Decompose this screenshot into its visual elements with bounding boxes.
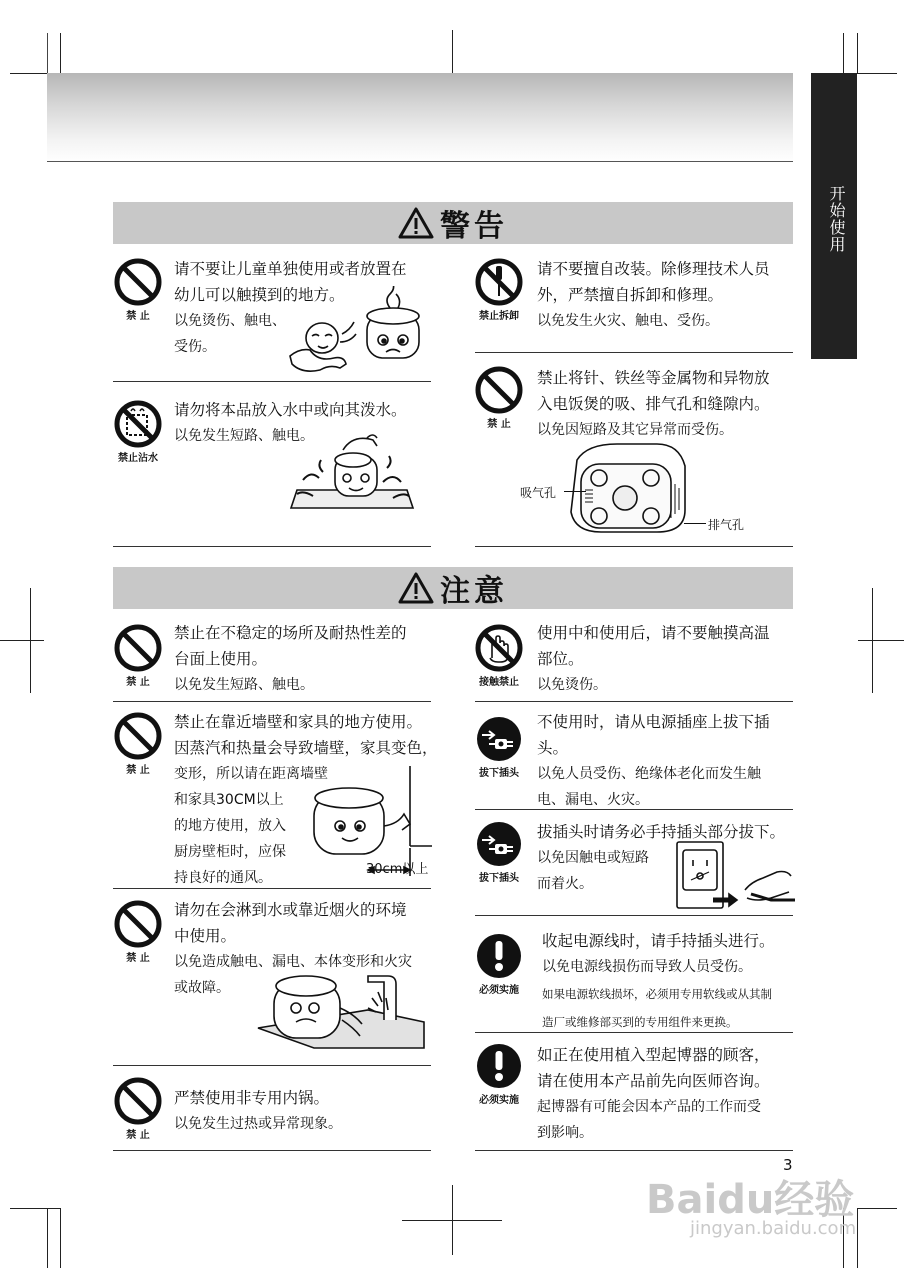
caution-item-9-text [537,1042,770,1146]
icon-label: 禁 止 [487,419,511,430]
sub-line: 而着火。 [537,876,593,892]
child-and-cooker-illustration [282,286,427,376]
watermark-url: jingyan.baidu.com [690,1218,857,1239]
divider [113,546,431,547]
main-line: 收起电源线时，请手持插头进行。 [542,932,775,950]
unplug-icon [475,715,523,779]
warning-item-3-text [537,256,770,334]
icon-label: 禁 止 [126,311,150,322]
exhaust-vent-leader [684,523,706,524]
warning-item-4-text [537,365,770,443]
cooker-near-sink-illustration [248,968,430,1052]
warning-bar [113,202,793,244]
sub-line: 以免发生火灾、触电、受伤。 [537,313,719,329]
exhaust-vent-label: 排气孔 [708,518,745,532]
mandatory-icon [475,1042,523,1106]
divider [475,915,793,916]
main-line: 入电饭煲的吸、排气孔和缝隙内。 [537,395,770,413]
intake-vent-label: 吸气孔 [520,486,557,500]
icon-label: 禁 止 [126,1130,150,1141]
icon-label: 禁止沾水 [118,453,158,464]
unplug-by-hand-illustration [673,838,797,912]
side-tab-label: 开始使用 [827,185,846,253]
icon-label: 禁 止 [126,953,150,964]
icon-label: 禁 止 [126,677,150,688]
caution-item-5-text [537,620,770,698]
main-line: 如正在使用植入型起博器的顾客， [537,1046,770,1064]
sub-line: 起博器有可能会因本产品的工作而受 [537,1099,761,1115]
divider [113,1150,431,1151]
main-line: 台面上使用。 [174,650,268,668]
sub-line: 以免发生短路、触电。 [174,677,314,693]
main-line: 幼儿可以触摸到的地方。 [174,286,345,304]
mandatory-icon [475,932,523,996]
intake-vent-leader [564,491,586,492]
caution-item-4-text [174,1085,342,1137]
caution-item-1-text [174,620,407,698]
main-line: 禁止将针、铁丝等金属物和异物放 [537,369,770,387]
sub-line: 以免人员受伤、绝缘体老化而发生触 [537,766,761,782]
warning-title: 警告 [440,209,508,244]
icon-label: 拔下插头 [479,768,519,779]
prohibition-icon [475,366,523,430]
sub-line: 受伤。 [174,339,216,355]
sub-line: 以免烫伤、触电、 [174,313,286,329]
cooker-vents-illustration [563,440,693,540]
sub-line: 和家具30CM以上 [174,792,284,808]
warning-triangle-icon [398,207,434,239]
icon-label: 拔下插头 [479,873,519,884]
sub-line: 电、漏电、火灾。 [537,792,649,808]
icon-label: 接触禁止 [479,677,519,688]
no-touch-icon [475,624,523,688]
sub-line: 以免因短路及其它异常而受伤。 [537,422,733,438]
prohibition-icon [114,900,162,964]
sub-line: 厨房壁柜时，应保 [174,844,286,860]
main-line: 禁止在不稳定的场所及耐热性差的 [174,624,407,642]
divider [475,701,793,702]
main-line: 请不要让儿童单独使用或者放置在 [174,260,407,278]
main-line: 请不要擅自改装。除修理技术人员 [537,260,770,278]
small-line: 造厂或维修部买到的专用组件来更换。 [542,1015,738,1029]
icon-label: 必须实施 [479,985,519,996]
caution-item-6-text [537,709,770,813]
main-line: 禁止在靠近墙壁和家具的地方使用。 [174,713,423,731]
clearance-label: 30cm以上 [366,862,429,877]
prohibition-icon [114,1077,162,1141]
divider [113,381,431,382]
main-line: 使用中和使用后，请不要触摸高温 [537,624,770,642]
divider [475,352,793,353]
main-line: 请在使用本产品前先向医师咨询。 [537,1072,770,1090]
sub-line: 以免因触电或短路 [537,850,649,866]
icon-label: 必须实施 [479,1095,519,1106]
prohibition-icon [114,258,162,322]
unplug-icon [475,820,523,884]
sub-line: 以免造成触电、漏电、本体变形和火灾 [174,954,412,970]
sub-line: 变形，所以请在距离墙壁 [174,766,328,782]
main-line: 严禁使用非专用内锅。 [174,1089,330,1107]
side-tab [811,73,857,359]
caution-bar [113,567,793,609]
icon-label: 禁 止 [126,765,150,776]
sub-line: 以免发生短路、触电。 [174,428,314,444]
main-line: 部位。 [537,650,584,668]
divider [475,1150,793,1151]
divider [475,1032,793,1033]
main-line: 因蒸汽和热量会导致墙壁，家具变色， [174,739,438,757]
main-line: 拔插头时请务必手持插头部分拔下。 [537,823,786,841]
icon-label: 禁止拆卸 [479,311,519,322]
sub-line: 持良好的通风。 [174,870,272,886]
watermark-brand: Baidu经验 [646,1177,855,1223]
small-line: 如果电源软线损坏，必须用专用软线或从其制 [542,987,772,1001]
warning-triangle-icon [398,572,434,604]
sub-line: 以免电源线损伤而导致人员受伤。 [542,959,752,975]
main-line: 请勿将本品放入水中或向其泼水。 [174,401,407,419]
caution-item-8-text [542,928,775,1036]
divider [113,1065,431,1066]
main-line: 请勿在会淋到水或靠近烟火的环境 [174,901,407,919]
prohibition-icon [114,712,162,776]
sub-line: 的地方使用，放入 [174,818,286,834]
main-line: 中使用。 [174,927,237,945]
main-line: 外，严禁擅自拆卸和修理。 [537,286,724,304]
main-line: 不使用时，请从电源插座上拔下插 [537,713,770,731]
divider [113,888,431,889]
main-line: 头。 [537,739,569,757]
divider [113,701,431,702]
sub-line: 以免发生过热或异常现象。 [174,1116,342,1132]
no-disassembly-icon [475,258,523,322]
cooker-in-water-illustration [283,432,421,514]
no-water-icon [114,400,162,464]
divider [475,809,793,810]
prohibition-icon [114,624,162,688]
page-number: 3 [783,1156,793,1174]
sub-line: 到影响。 [537,1125,593,1141]
divider [475,546,793,547]
sub-line: 或故障。 [174,980,230,996]
caution-title: 注意 [440,574,508,609]
sub-line: 以免烫伤。 [537,677,607,693]
header-band [47,73,793,162]
